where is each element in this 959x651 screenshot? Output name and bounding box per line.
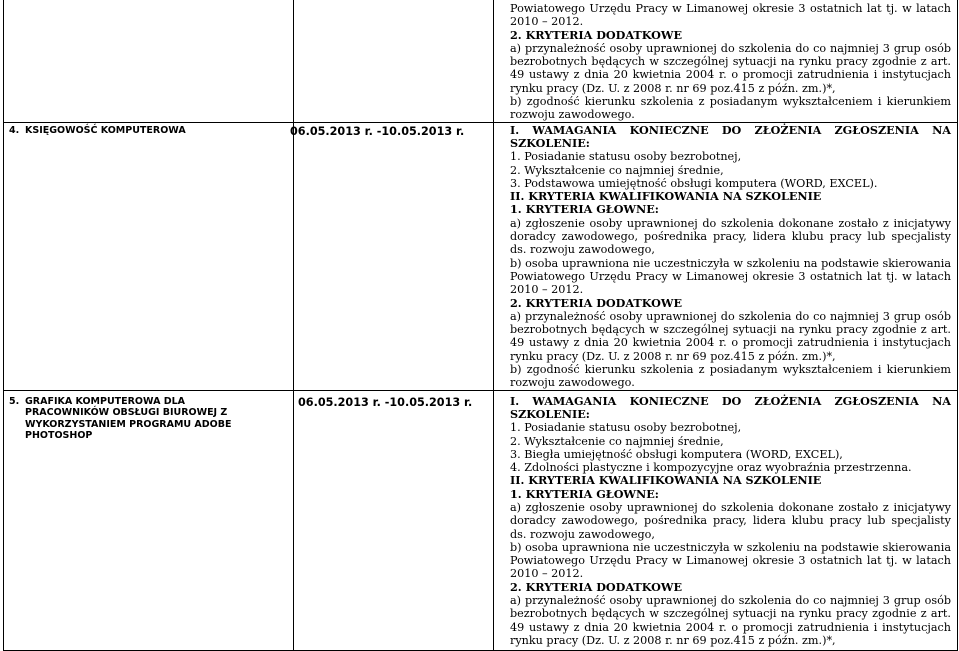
row-number: 5.: [9, 395, 20, 407]
requirements-cell: [494, 0, 958, 122]
date-cell: [290, 122, 494, 390]
requirement-line: Powiatowego Urzędu Pracy w Limanowej okresie 3 ostatnich lat tj. w latach 2010 – 2012.: [510, 2, 951, 29]
criteria-heading: 2. KRYTERIA DODATKOWE: [510, 27, 682, 42]
requirement-line: a) przynależność osoby uprawnionej do szkolenia do co najmniej 3 grup osób bezrobotnych będących w szczególnej sytuacji na rynku pracy zgodnie z art. 49 ustawy z dnia 20 kwietnia 2004 r. o promocji zatrudnienia i instytucjach rynku pracy (Dz. U. z 2008 r. nr 69 poz.415 z późn. zm.)*,: [510, 309, 951, 363]
section-heading: I. WAMAGANIA KONIECZNE DO ZŁOŻENIA ZGŁOSZENIA NA SZKOLENIE:: [510, 393, 951, 421]
requirement-line: 4. Zdolności plastyczne i kompozycyjne oraz wyobraźnia przestrzenna.: [510, 461, 912, 475]
course-name: KSIĘGOWOŚĆ KOMPUTEROWA: [25, 124, 186, 136]
training-table: [3, 0, 958, 651]
course-dates: 06.05.2013 r. -10.05.2013 r.: [298, 395, 473, 409]
requirement-line: 2. Wykształcenie co najmniej średnie,: [510, 163, 724, 177]
criteria-heading: 2. KRYTERIA DODATKOWE: [510, 579, 682, 594]
requirement-line: a) zgłoszenie osoby uprawnionej do szkolenia dokonane zostało z inicjatywy doradcy zawodowego, pośrednika pracy, lidera klubu pracy lub specjalisty ds. rozwoju zawodowego,: [510, 216, 951, 257]
requirement-line: b) zgodność kierunku szkolenia z posiadanym wykształceniem i kierunkiem rozwoju zawodowego.: [510, 363, 951, 390]
section-heading: I. WAMAGANIA KONIECZNE DO ZŁOŻENIA ZGŁOSZENIA NA SZKOLENIE:: [510, 122, 951, 150]
section-heading: II. KRYTERIA KWALIFIKOWANIA NA SZKOLENIE: [510, 473, 822, 488]
requirement-line: 3. Biegła umiejętność obsługi komputera (WORD, EXCEL),: [510, 447, 843, 461]
requirement-line: b) osoba uprawniona nie uczestniczyła w szkoleniu na podstawie skierowania Powiatowego Urzędu Pracy w Limanowej okresie 3 ostatnich lat tj. w latach 2010 – 2012.: [510, 540, 951, 581]
requirement-line: 1. Posiadanie statusu osoby bezrobotnej,: [510, 421, 742, 435]
criteria-heading: 1. KRYTERIA GŁOWNE:: [510, 486, 659, 501]
requirements-cell: [494, 122, 958, 390]
course-dates: 06.05.2013 r. -10.05.2013 r.: [290, 124, 465, 138]
requirement-line: b) osoba uprawniona nie uczestniczyła w szkoleniu na podstawie skierowania Powiatowego Urzędu Pracy w Limanowej okresie 3 ostatnich lat tj. w latach 2010 – 2012.: [510, 256, 951, 297]
row-number: 4.: [9, 124, 20, 136]
requirement-line: b) zgodność kierunku szkolenia z posiadanym wykształceniem i kierunkiem rozwoju zawodowego.: [510, 95, 951, 122]
requirement-line: 2. Wykształcenie co najmniej średnie,: [510, 434, 724, 448]
requirement-line: a) zgłoszenie osoby uprawnionej do szkolenia dokonane zostało z inicjatywy doradcy zawodowego, pośrednika pracy, lidera klubu pracy lub specjalisty ds. rozwoju zawodowego,: [510, 500, 951, 541]
table-row: [4, 122, 958, 390]
table-row: [4, 390, 958, 650]
table-row-continuation: [4, 0, 958, 122]
name-cell: [4, 0, 294, 122]
date-cell: [294, 0, 494, 122]
course-name-cell: [4, 390, 294, 650]
requirement-line: 3. Podstawowa umiejętność obsługi komputera (WORD, EXCEL).: [510, 176, 878, 190]
criteria-heading: 1. KRYTERIA GŁOWNE:: [510, 202, 659, 217]
date-cell: [294, 390, 494, 650]
course-name-cell: [4, 122, 294, 390]
section-heading: II. KRYTERIA KWALIFIKOWANIA NA SZKOLENIE: [510, 189, 822, 204]
course-name: GRAFIKA KOMPUTEROWA DLA PRACOWNIKÓW OBSŁUGI BIUROWEJ Z WYKORZYSTANIEM PROGRAMU ADOBE PHOTOSHOP: [25, 395, 232, 442]
criteria-heading: 2. KRYTERIA DODATKOWE: [510, 295, 682, 310]
requirements-cell: [494, 390, 958, 650]
requirement-line: 1. Posiadanie statusu osoby bezrobotnej,: [510, 150, 742, 164]
requirement-line: a) przynależność osoby uprawnionej do szkolenia do co najmniej 3 grup osób bezrobotnych będących w szczególnej sytuacji na rynku pracy zgodnie z art. 49 ustawy z dnia 20 kwietnia 2004 r. o promocji zatrudnienia i instytucjach rynku pracy (Dz. U. z 2008 r. nr 69 poz.415 z późn. zm.)*,: [510, 41, 951, 95]
requirement-line: a) przynależność osoby uprawnionej do szkolenia do co najmniej 3 grup osób bezrobotnych będących w szczególnej sytuacji na rynku pracy zgodnie z art. 49 ustawy z dnia 20 kwietnia 2004 r. o promocji zatrudnienia i instytucjach rynku pracy (Dz. U. z 2008 r. nr 69 poz.415 z późn. zm.)*,: [510, 594, 951, 647]
